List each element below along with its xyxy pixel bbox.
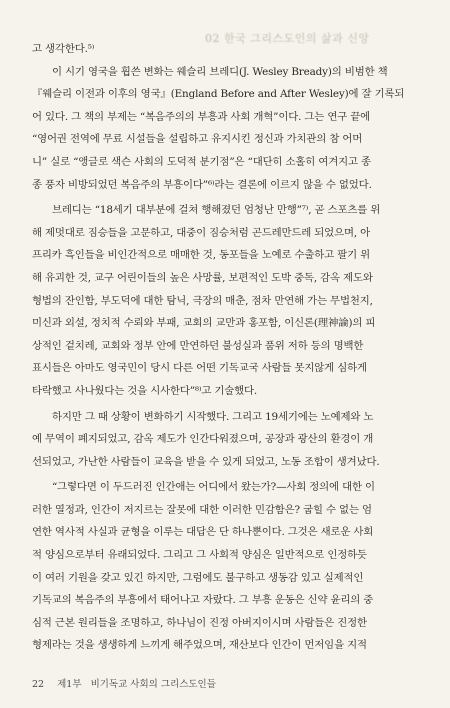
text-line: 이 여러 기원을 갖고 있긴 하지만, 그럼에도 불구하고 생동감 있고 실제적인 xyxy=(32,571,364,584)
text-line: 표시들은 아마도 영국민이 당시 다른 어떤 기독교국 사람들 못지않게 심하게 xyxy=(32,362,367,375)
text-line: 이 시기 영국을 휩쓴 변화는 웨슬리 브레디(J. Wesley Bready)의 비범한 책 xyxy=(52,65,388,78)
paragraph xyxy=(32,199,424,402)
text-line: 러한 열정과, 인간이 저지르는 잘못에 대한 이러한 민감함은? 굽힐 수 없는 엄 xyxy=(32,503,372,516)
text-line: “그렇다면 이 두드러진 인간애는 어디에서 왔는가?—사회 정의에 대한 이 xyxy=(52,481,375,494)
text-line: 형제라는 것을 생생하게 느끼게 해주었으며, 재산보다 인간이 먼저임을 지적 xyxy=(32,639,367,652)
part-label: 제1부 xyxy=(57,679,82,690)
text-line: 『웨슬리 이전과 이후의 영국』(England Before and After Wesley)에 잘 기록되 xyxy=(32,88,405,101)
paragraph xyxy=(32,61,424,197)
page-footer xyxy=(32,676,432,690)
text-line: 선되었고, 가난한 사람들이 교육을 받을 수 있게 되었고, 노동 조합이 생겨났다. xyxy=(32,455,380,468)
body-text xyxy=(32,38,424,657)
text-line: “영어권 전역에 무료 시설들을 설립하고 유지시킨 정신과 가치관의 참 어머 xyxy=(32,133,363,146)
text-line: 미신과 외설, 정치적 수뢰와 부패, 교회의 교만과 홍포함, 이신론(理神論)의 피 xyxy=(32,317,376,330)
text-line: 종 풍자 비방되었던 복음주의 부흥이다”⁶⁾라는 결론에 이르지 않을 수 없었다. xyxy=(32,178,372,191)
text-line: 예 무역이 폐지되었고, 감옥 제도가 인간다워졌으며, 공장과 광산의 환경이 개 xyxy=(32,433,374,446)
page-number: 22 xyxy=(32,679,45,690)
text-line: 상적인 겉치레, 교회와 정부 안에 만연하던 불성실과 품위 저하 등의 명백한 xyxy=(32,339,364,352)
text-line: 고 생각한다.⁵⁾ xyxy=(32,43,95,55)
text-line: 심적 근본 원리들을 조명하고, 하나님이 진정 아버지이시며 사람들은 진정한 xyxy=(32,616,367,629)
part-title: 비기독교 사회의 그리스도인들 xyxy=(90,679,216,690)
text-line: 형법의 잔인함, 부도덕에 대한 탐닉, 극장의 매춘, 점차 만연해 가는 무법천지, xyxy=(32,294,373,307)
text-line: 브레디는 “18세기 대부분에 걸쳐 행해졌던 엄청난 만행”⁷⁾, 곧 스포츠를 위 xyxy=(52,204,381,217)
text-line: 타락했고 사나웠다는 것을 시사한다”⁸⁾고 기술했다. xyxy=(32,384,258,397)
text-line: 기독교의 복음주의 부흥에서 태어나고 자랐다. 그 부흥 운동은 신약 윤리의 중 xyxy=(32,594,374,607)
paragraph xyxy=(32,476,424,657)
text-line: 해 유괴한 것, 교구 어린이들의 높은 사망률, 보편적인 도박 중독, 감옥 제도와 xyxy=(32,271,373,284)
paragraph xyxy=(32,38,424,61)
text-line: 하지만 그 때 상황이 변화하기 시작했다. 그리고 19세기에는 노예제와 노 xyxy=(52,410,374,423)
text-line: 니” 실로 “앵글로 색슨 사회의 도덕적 분기점”은 “대단히 소홀히 여겨지고 종 xyxy=(32,155,371,168)
text-line: 프리카 흑인들을 비인간적으로 매매한 것, 동포들을 노예로 수출하고 팔기 위 xyxy=(32,249,371,262)
text-line: 해 제멋대로 짐승들을 고문하고, 대중이 짐승처럼 곤드레만드레 되었으며, 아 xyxy=(32,226,371,239)
bleed-through-header: 02 한국 그리스도인의 삶과 신앙 xyxy=(205,32,370,44)
paragraph xyxy=(32,406,424,474)
text-line: 적 양심으로부터 유래되었다. 그리고 그 사회적 양심은 일반적으로 인정하듯 xyxy=(32,549,367,562)
text-line: 어 있다. 그 책의 부제는 “복음주의의 부흥과 사회 개혁”이다. 그는 연구 끝에 xyxy=(32,110,371,123)
text-line: 연한 역사적 사실과 균형을 이루는 대답은 단 하나뿐이다. 그것은 새로운 사회 xyxy=(32,526,374,539)
